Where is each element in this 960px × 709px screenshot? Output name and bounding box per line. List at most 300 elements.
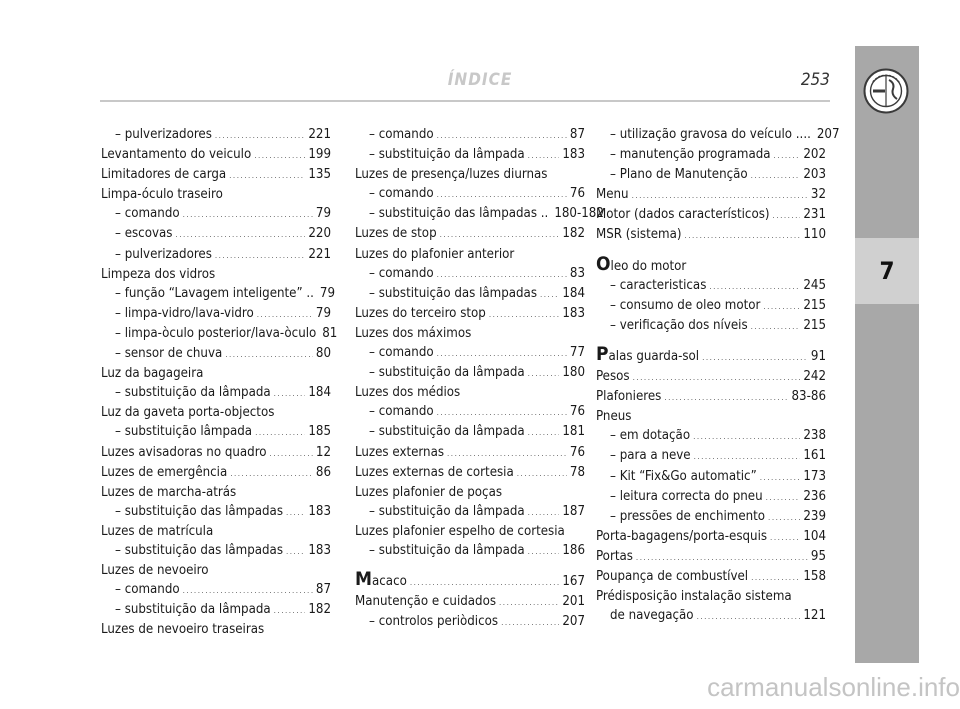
leader-dots	[702, 347, 808, 367]
entry-text: alas guarda-sol	[608, 348, 700, 364]
leader-dots	[255, 422, 305, 442]
entry-text: Luzes plafonier espelho de cortesia	[355, 523, 565, 539]
entry-page-number: 207	[562, 614, 585, 630]
index-entry	[596, 205, 826, 225]
index-subentry	[101, 541, 331, 561]
section-initial: O	[596, 252, 611, 275]
entry-text: – sensor de chuva	[115, 346, 223, 362]
leader-dots	[437, 184, 567, 204]
entry-text: Motor (dados característicos)	[596, 207, 770, 223]
leader-dots	[440, 224, 560, 244]
entry-text: Porta-bagagens/porta-esquis	[596, 528, 768, 544]
entry-page-number: 158	[803, 568, 826, 584]
entry-label	[355, 592, 496, 611]
entry-label	[355, 385, 460, 400]
entry-page-number: 76	[569, 186, 585, 202]
leader-dots	[489, 304, 560, 324]
leader-dots	[437, 343, 567, 363]
entry-page-number: 83	[569, 265, 585, 281]
leader-dots	[763, 296, 800, 316]
index-column-3	[596, 125, 840, 626]
index-subentry	[355, 612, 585, 632]
entry-label	[369, 284, 537, 303]
index-subentry	[596, 165, 826, 185]
leader-dots	[774, 145, 801, 165]
leader-dots	[632, 185, 808, 205]
entry-page-number: 81	[322, 325, 338, 341]
entry-label	[355, 485, 502, 500]
index-subentry	[596, 125, 840, 145]
entry-page-number: 221	[308, 246, 331, 262]
entry-page-number: 79	[315, 206, 331, 222]
leader-dots	[286, 541, 305, 561]
leader-dots	[773, 205, 801, 225]
entry-text: – substituição da lâmpada	[369, 147, 525, 163]
index-subentry	[101, 422, 331, 442]
entry-page-number: 12	[315, 444, 331, 460]
leader-dots	[694, 446, 801, 466]
entry-page-number: 220	[308, 226, 331, 242]
leader-dots	[540, 284, 559, 304]
index-subentry	[101, 284, 336, 304]
index-heading	[355, 383, 585, 402]
leader-dots	[664, 387, 788, 407]
entry-text: – limpa-òculo posterior/lava-òculo	[115, 325, 317, 341]
index-subentry	[596, 276, 826, 296]
entry-label	[115, 600, 271, 619]
index-entry	[355, 443, 585, 463]
entry-page-number: 80	[315, 346, 331, 362]
entry-page-number: 76	[569, 404, 585, 420]
entry-text: Portas	[596, 548, 633, 564]
entry-page-number: 242	[803, 369, 826, 385]
entry-text: – controlos periòdicos	[369, 614, 499, 630]
leader-dots	[760, 467, 801, 487]
index-heading	[355, 483, 585, 502]
index-subentry	[101, 125, 331, 145]
entry-label	[115, 502, 283, 521]
index-entry	[101, 165, 331, 185]
entry-page-number: 161	[803, 448, 826, 464]
entry-page-number: 185	[308, 424, 331, 440]
entry-label	[115, 541, 283, 560]
index-subentry	[596, 507, 826, 527]
index-column-1	[101, 125, 338, 639]
entry-page-number: 184	[308, 385, 331, 401]
leader-dots	[528, 422, 560, 442]
leader-dots	[517, 463, 567, 483]
entry-page-number: 135	[308, 167, 331, 183]
index-heading	[355, 324, 585, 343]
entry-label	[101, 485, 236, 500]
entry-label	[369, 145, 525, 164]
entry-label	[115, 383, 271, 402]
leader-dots	[437, 264, 567, 284]
entry-page-number: 110	[803, 227, 826, 243]
entry-page-number: 87	[569, 127, 585, 142]
entry-text: leo do motor	[610, 258, 687, 274]
entry-page-number: 83-86	[791, 389, 826, 405]
leader-dots	[528, 363, 560, 383]
entry-text: acaco	[372, 574, 407, 590]
entry-text: – utilização gravosa do veículo ....	[610, 127, 811, 142]
entry-page-number: 183	[308, 542, 331, 558]
leader-dots	[274, 600, 306, 620]
entry-text: – comando	[369, 265, 434, 281]
entry-page-number: 104	[803, 528, 826, 544]
index-entry	[596, 567, 826, 587]
index-entry	[596, 367, 826, 387]
index-subentry	[355, 204, 604, 224]
entry-page-number: 199	[308, 147, 331, 163]
leader-dots	[215, 125, 305, 145]
entry-page-number: 183	[308, 503, 331, 519]
index-subentry	[101, 324, 338, 344]
entry-text: Manutenção e cuidados	[355, 594, 497, 610]
leader-dots	[437, 402, 567, 422]
entry-label	[355, 224, 437, 243]
entry-text: – em dotação	[610, 428, 691, 444]
entry-label	[369, 264, 434, 283]
entry-label	[610, 296, 760, 315]
entry-label	[115, 284, 314, 303]
entry-text: – manutenção programada	[610, 147, 771, 163]
index-subentry	[596, 467, 826, 487]
index-subentry	[101, 224, 331, 244]
leader-dots	[766, 487, 801, 507]
leader-dots	[437, 125, 567, 145]
entry-page-number: 236	[803, 488, 826, 504]
entry-label	[115, 344, 222, 363]
entry-text: – verificação dos níveis	[610, 317, 748, 333]
index-entry	[596, 547, 826, 567]
index-entry	[355, 463, 585, 483]
leader-dots	[286, 502, 305, 522]
index-subentry	[355, 145, 585, 165]
page-number: 253	[800, 70, 830, 90]
entry-label	[596, 225, 681, 244]
index-subentry	[355, 284, 585, 304]
index-subentry	[101, 580, 331, 600]
entry-page-number: 180-182	[554, 206, 604, 222]
chapter-badge	[855, 238, 919, 304]
entry-text: – comando	[115, 206, 180, 222]
entry-text: Plafonieres	[596, 389, 662, 405]
entry-page-number: 245	[803, 277, 826, 293]
entry-text: – substituição da lâmpada	[115, 385, 271, 401]
entry-label	[355, 463, 514, 482]
leader-dots	[175, 224, 305, 244]
index-subentry	[355, 502, 585, 522]
index-subentry	[355, 184, 585, 204]
index-heading	[596, 587, 826, 606]
index-subentry	[596, 446, 826, 466]
entry-text: – comando	[369, 404, 434, 420]
entry-page-number: 184	[562, 285, 585, 301]
entry-label	[355, 247, 514, 262]
entry-label	[596, 367, 630, 386]
entry-label	[115, 580, 180, 599]
entry-page-number: 186	[562, 542, 585, 558]
index-subentry	[101, 204, 331, 224]
entry-page-number: 91	[810, 348, 826, 364]
leader-dots	[501, 612, 559, 632]
entry-label	[355, 524, 565, 539]
index-heading	[101, 522, 331, 541]
entry-label	[369, 402, 434, 421]
entry-page-number: 32	[810, 187, 826, 203]
chapter-side-tab	[855, 46, 919, 663]
entry-label	[596, 527, 767, 546]
entry-text: – substituição das lâmpadas ..	[369, 206, 549, 222]
entry-text: – Kit “Fix&Go automatic”	[610, 468, 757, 484]
entry-text: – Plano de Manutenção	[610, 167, 748, 183]
index-entry	[596, 387, 826, 407]
entry-label	[610, 467, 757, 486]
entry-text: – substituição das lâmpadas	[115, 503, 284, 519]
entry-page-number: 231	[803, 207, 826, 223]
entry-label	[610, 507, 765, 526]
entry-label	[115, 422, 252, 441]
entry-label	[355, 443, 444, 462]
index-subentry	[355, 343, 585, 363]
entry-text: – consumo de oleo motor	[610, 297, 761, 313]
index-column-2	[355, 125, 604, 632]
entry-label	[610, 487, 763, 506]
entry-page-number: 215	[803, 317, 826, 333]
index-subentry	[101, 344, 331, 364]
entry-page-number: 183	[562, 147, 585, 163]
leader-dots	[633, 367, 801, 387]
header-rule	[100, 100, 830, 102]
entry-label	[596, 409, 631, 424]
section-gap	[355, 561, 585, 570]
leader-dots	[768, 507, 800, 527]
entry-text: Luzes de nevoeiro	[101, 563, 209, 579]
leader-dots	[254, 145, 305, 165]
entry-text: – substituição das lâmpadas	[369, 285, 538, 301]
entry-text: – caracteristicas	[610, 277, 707, 293]
entry-text: – para a neve	[610, 448, 691, 464]
entry-text: – substituição da lâmpada	[369, 503, 525, 519]
index-subentry	[355, 541, 585, 561]
entry-page-number: 203	[803, 167, 826, 183]
entry-text: Luzes externas	[355, 444, 445, 460]
entry-text: – pulverizadores	[115, 127, 212, 142]
leader-dots	[751, 165, 801, 185]
index-heading	[101, 265, 331, 284]
entry-text: Luzes dos médios	[355, 385, 461, 401]
entry-text: Poupança de combustível	[596, 568, 749, 584]
section-gap	[596, 246, 826, 255]
entry-label	[610, 606, 694, 625]
entry-text: Limpa-óculo traseiro	[101, 187, 223, 203]
entry-page-number: 215	[803, 297, 826, 313]
entry-text: – comando	[369, 127, 434, 142]
leader-dots	[183, 204, 313, 224]
section-gap	[596, 336, 826, 345]
index-entry	[596, 185, 826, 205]
entry-label	[610, 276, 706, 295]
leader-dots	[636, 547, 808, 567]
index-entry	[101, 463, 331, 483]
leader-dots	[528, 541, 560, 561]
index-subentry	[596, 296, 826, 316]
section-initial: M	[355, 568, 373, 591]
entry-label	[355, 304, 486, 323]
leader-dots	[225, 344, 313, 364]
index-entry	[355, 592, 585, 612]
index-subentry	[355, 363, 585, 383]
entry-label	[101, 524, 213, 539]
leader-dots	[447, 443, 567, 463]
entry-text: – pressões de enchimento	[610, 508, 766, 524]
entry-label	[101, 187, 223, 202]
entry-label	[369, 612, 498, 631]
leader-dots	[257, 304, 313, 324]
entry-text: – substituição da lâmpada	[369, 365, 525, 381]
entry-label	[596, 387, 661, 406]
entry-text: – substituição da lâmpada	[369, 542, 525, 558]
leader-dots	[270, 443, 313, 463]
index-subentry	[596, 606, 826, 626]
entry-text: – substituição da lâmpada	[369, 424, 525, 440]
entry-label	[101, 622, 264, 637]
index-entry	[596, 527, 826, 547]
entry-text: Luzes avisadoras no quadro	[101, 444, 267, 460]
entry-label	[115, 245, 212, 264]
entry-page-number: 87	[315, 582, 331, 598]
leader-dots	[770, 527, 800, 547]
index-heading	[355, 165, 585, 184]
entry-page-number: 79	[315, 305, 331, 321]
entry-text: – comando	[369, 186, 434, 202]
leader-dots	[215, 245, 305, 265]
index-heading	[596, 252, 826, 276]
leader-dots	[751, 316, 801, 336]
entry-text: – limpa-vidro/lava-vidro	[115, 305, 254, 321]
entry-text: – pulverizadores	[115, 246, 212, 262]
entry-label	[596, 342, 700, 366]
entry-label	[610, 446, 691, 465]
index-subentry	[355, 264, 585, 284]
index-entry	[355, 224, 585, 244]
entry-label	[101, 267, 215, 282]
index-heading	[101, 561, 331, 580]
index-subentry	[101, 502, 331, 522]
entry-text: – comando	[369, 345, 434, 361]
leader-dots	[229, 165, 305, 185]
entry-label	[101, 463, 227, 482]
section-initial: P	[596, 342, 609, 365]
entry-text: Luzes do terceiro stop	[355, 305, 486, 321]
leader-dots	[709, 276, 800, 296]
index-heading	[355, 245, 585, 264]
watermark-text: carmanualsonline.info	[707, 672, 960, 702]
leader-dots	[693, 426, 800, 446]
entry-page-number: 86	[315, 464, 331, 480]
entry-label	[101, 145, 251, 164]
index-heading	[101, 620, 331, 639]
entry-label	[369, 541, 525, 560]
entry-label	[355, 326, 471, 341]
index-subentry	[101, 383, 331, 403]
entry-page-number: 238	[803, 428, 826, 444]
index-entry	[101, 443, 331, 463]
index-subentry	[596, 316, 826, 336]
index-subentry	[355, 402, 585, 422]
index-subentry	[596, 426, 826, 446]
entry-page-number: 173	[803, 468, 826, 484]
leader-dots	[230, 463, 313, 483]
index-heading	[101, 403, 331, 422]
entry-page-number: 187	[562, 503, 585, 519]
entry-label	[355, 570, 407, 591]
entry-page-number: 239	[803, 508, 826, 524]
index-entry	[355, 570, 585, 592]
entry-label	[596, 567, 748, 586]
entry-text: Luzes de nevoeiro traseiras	[101, 622, 265, 638]
entry-label	[596, 205, 770, 224]
entry-page-number: 167	[562, 574, 585, 590]
entry-label	[115, 224, 172, 243]
entry-label	[596, 547, 633, 566]
entry-text: – função “Lavagem inteligente” ..	[115, 285, 314, 301]
entry-text: Menu	[596, 187, 629, 203]
index-heading	[101, 185, 331, 204]
entry-label	[369, 343, 434, 362]
entry-text: Luzes de stop	[355, 226, 437, 242]
entry-page-number: 182	[308, 602, 331, 618]
leader-dots	[410, 572, 560, 592]
entry-text: Luzes plafonier de poças	[355, 484, 503, 500]
index-heading	[101, 364, 331, 383]
index-subentry	[355, 422, 585, 442]
entry-label	[355, 167, 547, 182]
entry-page-number: 95	[810, 548, 826, 564]
entry-text: Luzes de matrícula	[101, 523, 214, 539]
entry-page-number: 180	[562, 365, 585, 381]
index-subentry	[596, 487, 826, 507]
entry-text: – escovas	[115, 226, 173, 242]
entry-text: Limitadores de carga	[101, 167, 227, 183]
entry-label	[369, 422, 525, 441]
entry-page-number: 183	[562, 305, 585, 321]
index-subentry	[596, 145, 826, 165]
entry-text: de navegação	[610, 608, 694, 624]
entry-label	[369, 502, 525, 521]
leader-dots	[697, 606, 801, 626]
entry-text: – leitura correcta do pneu	[610, 488, 763, 504]
entry-text: Luzes de emergência	[101, 464, 228, 480]
entry-text: Luzes do plafonier anterior	[355, 246, 515, 262]
entry-page-number: 79	[319, 285, 336, 301]
entry-page-number: 221	[308, 127, 331, 142]
entry-label	[101, 563, 209, 578]
entry-page-number: 182	[562, 226, 585, 242]
entry-text: – comando	[115, 582, 180, 598]
leader-dots	[183, 580, 313, 600]
entry-label	[101, 443, 267, 462]
entry-page-number: 77	[569, 345, 585, 361]
entry-label	[610, 426, 690, 445]
index-entry	[101, 145, 331, 165]
entry-text: Luz da bagageira	[101, 366, 204, 382]
entry-text: Luzes dos máximos	[355, 325, 472, 341]
entry-label	[115, 304, 254, 323]
leader-dots	[274, 383, 306, 403]
entry-text: Levantamento do veiculo	[101, 147, 252, 163]
